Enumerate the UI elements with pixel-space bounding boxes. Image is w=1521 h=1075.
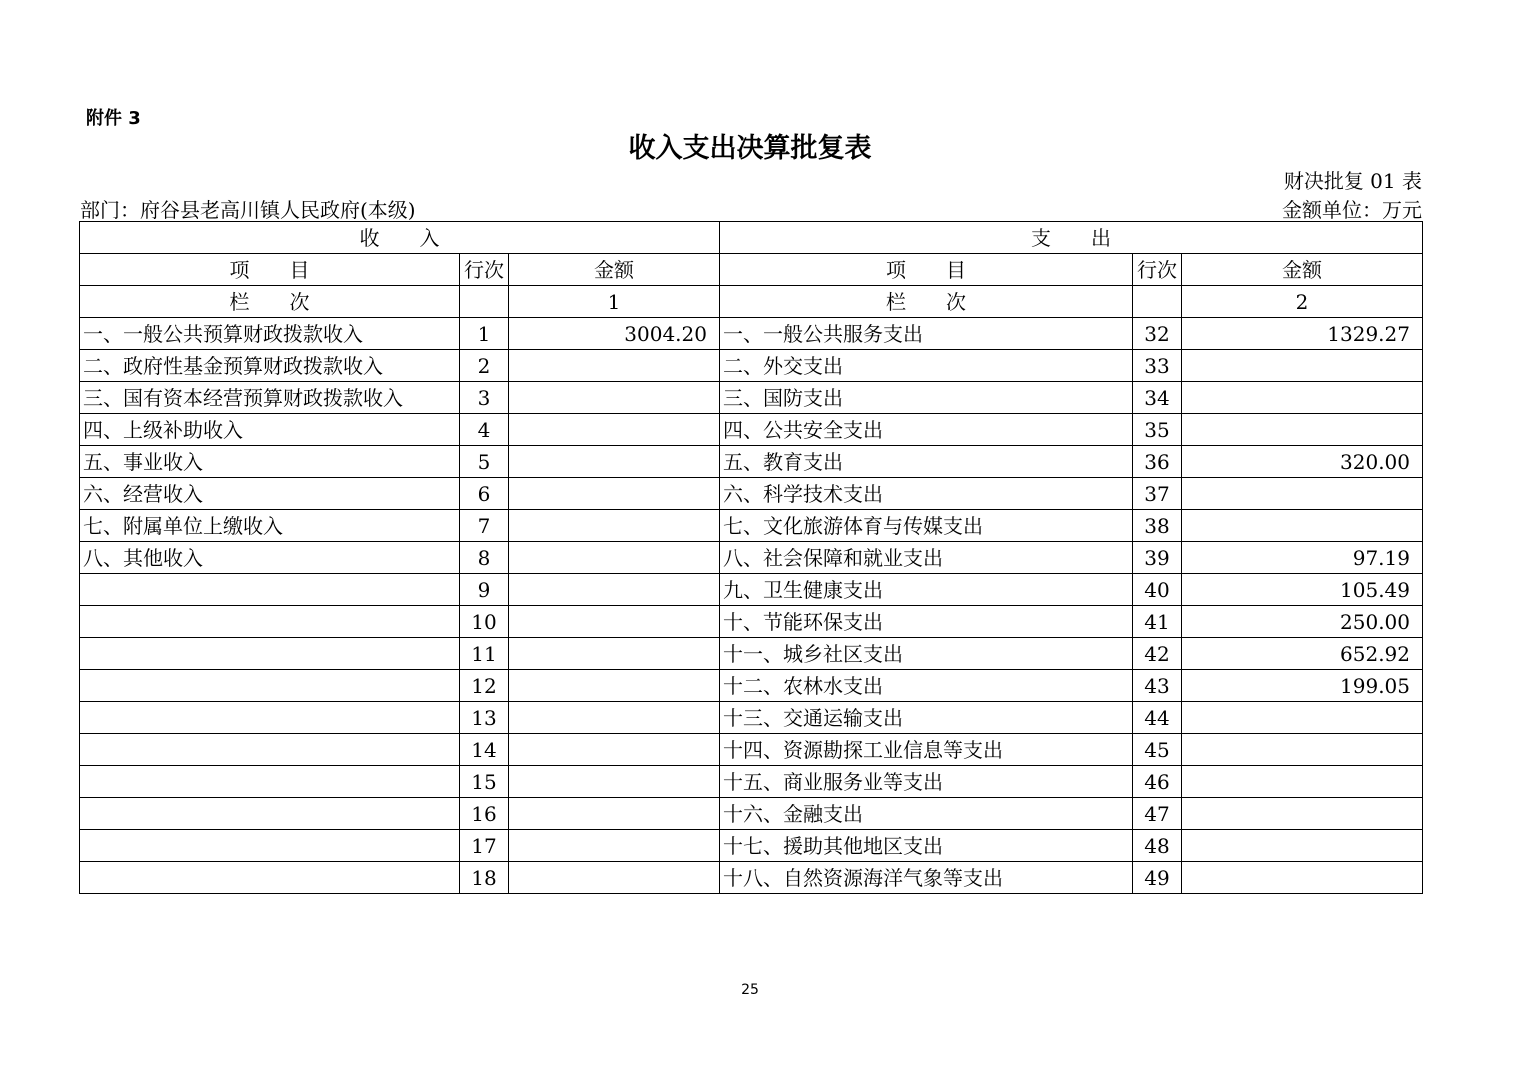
income-row-cell: 18 — [460, 862, 509, 894]
table-row — [80, 734, 1423, 766]
income-row-header: 行次 — [460, 254, 509, 286]
income-amount-cell — [509, 702, 720, 734]
income-row-cell: 2 — [460, 350, 509, 382]
table-row — [80, 350, 1423, 382]
income-row-cell: 3 — [460, 382, 509, 414]
income-item-cell — [80, 670, 460, 702]
expense-item-cell: 四、公共安全支出 — [720, 414, 1133, 446]
income-amount-cell — [509, 478, 720, 510]
expense-amount-cell — [1182, 830, 1423, 862]
income-item-cell — [80, 830, 460, 862]
expense-row-cell: 43 — [1133, 670, 1182, 702]
table-row — [80, 318, 1423, 350]
table-row — [80, 542, 1423, 574]
table-row — [80, 478, 1423, 510]
expense-seq-label: 栏 次 — [720, 286, 1133, 318]
expense-amount-cell: 1329.27 — [1182, 318, 1423, 350]
expense-amount-cell — [1182, 414, 1423, 446]
expense-row-cell: 33 — [1133, 350, 1182, 382]
table-row — [80, 798, 1423, 830]
expense-amount-cell — [1182, 350, 1423, 382]
section-header-row — [80, 222, 1423, 254]
expense-item-cell: 十三、交通运输支出 — [720, 702, 1133, 734]
income-item-cell: 四、上级补助收入 — [80, 414, 460, 446]
table-row — [80, 766, 1423, 798]
income-amount-cell — [509, 542, 720, 574]
income-row-cell: 9 — [460, 574, 509, 606]
expense-header: 支 出 — [720, 222, 1423, 254]
expense-item-cell: 二、外交支出 — [720, 350, 1133, 382]
expense-row-cell: 46 — [1133, 766, 1182, 798]
expense-item-cell: 三、国防支出 — [720, 382, 1133, 414]
table-row — [80, 830, 1423, 862]
table-row — [80, 510, 1423, 542]
attachment-label: 附件 3 — [86, 108, 141, 129]
expense-item-cell: 十、节能环保支出 — [720, 606, 1133, 638]
income-amount-cell — [509, 350, 720, 382]
income-seq-blank — [460, 286, 509, 318]
income-amount-cell — [509, 606, 720, 638]
expense-row-header: 行次 — [1133, 254, 1182, 286]
expense-item-cell: 十六、金融支出 — [720, 798, 1133, 830]
income-item-cell: 三、国有资本经营预算财政拨款收入 — [80, 382, 460, 414]
amount-unit-label: 金额单位：万元 — [1282, 198, 1422, 222]
table-row — [80, 382, 1423, 414]
income-item-cell — [80, 798, 460, 830]
expense-amount-cell: 250.00 — [1182, 606, 1423, 638]
expense-amount-cell: 97.19 — [1182, 542, 1423, 574]
expense-amount-cell — [1182, 478, 1423, 510]
income-item-cell: 一、一般公共预算财政拨款收入 — [80, 318, 460, 350]
expense-amount-cell — [1182, 734, 1423, 766]
income-item-cell — [80, 734, 460, 766]
income-row-cell: 14 — [460, 734, 509, 766]
expense-row-cell: 41 — [1133, 606, 1182, 638]
table-row — [80, 414, 1423, 446]
income-amount-cell — [509, 862, 720, 894]
expense-row-cell: 39 — [1133, 542, 1182, 574]
table-row — [80, 702, 1423, 734]
expense-row-cell: 49 — [1133, 862, 1182, 894]
expense-seq-blank — [1133, 286, 1182, 318]
income-amount-cell — [509, 830, 720, 862]
expense-item-cell: 十八、自然资源海洋气象等支出 — [720, 862, 1133, 894]
table-row — [80, 446, 1423, 478]
income-row-cell: 13 — [460, 702, 509, 734]
expense-amount-header: 金额 — [1182, 254, 1423, 286]
expense-item-cell: 九、卫生健康支出 — [720, 574, 1133, 606]
expense-item-cell: 十一、城乡社区支出 — [720, 638, 1133, 670]
income-amount-header: 金额 — [509, 254, 720, 286]
income-row-cell: 8 — [460, 542, 509, 574]
table-row — [80, 670, 1423, 702]
income-row-cell: 6 — [460, 478, 509, 510]
income-row-cell: 5 — [460, 446, 509, 478]
table-row — [80, 862, 1423, 894]
expense-item-cell: 六、科学技术支出 — [720, 478, 1133, 510]
income-row-cell: 12 — [460, 670, 509, 702]
income-item-cell — [80, 702, 460, 734]
expense-seq-number: 2 — [1182, 286, 1423, 318]
expense-item-cell: 八、社会保障和就业支出 — [720, 542, 1133, 574]
income-row-cell: 16 — [460, 798, 509, 830]
income-item-cell: 六、经营收入 — [80, 478, 460, 510]
expense-amount-cell — [1182, 382, 1423, 414]
income-row-cell: 7 — [460, 510, 509, 542]
income-row-cell: 15 — [460, 766, 509, 798]
income-row-cell: 4 — [460, 414, 509, 446]
budget-table — [79, 221, 1423, 894]
income-item-cell — [80, 638, 460, 670]
expense-row-cell: 36 — [1133, 446, 1182, 478]
column-header-row — [80, 254, 1423, 286]
expense-row-cell: 48 — [1133, 830, 1182, 862]
income-row-cell: 17 — [460, 830, 509, 862]
expense-item-cell: 十七、援助其他地区支出 — [720, 830, 1133, 862]
expense-row-cell: 45 — [1133, 734, 1182, 766]
income-row-cell: 11 — [460, 638, 509, 670]
expense-row-cell: 37 — [1133, 478, 1182, 510]
income-item-cell: 五、事业收入 — [80, 446, 460, 478]
income-item-cell — [80, 862, 460, 894]
income-amount-cell — [509, 766, 720, 798]
expense-row-cell: 47 — [1133, 798, 1182, 830]
expense-item-cell: 五、教育支出 — [720, 446, 1133, 478]
expense-amount-cell: 652.92 — [1182, 638, 1423, 670]
income-seq-label: 栏 次 — [80, 286, 460, 318]
income-item-cell: 二、政府性基金预算财政拨款收入 — [80, 350, 460, 382]
table-row — [80, 574, 1423, 606]
department-label: 部门：府谷县老高川镇人民政府(本级) — [80, 198, 416, 222]
expense-item-cell: 十五、商业服务业等支出 — [720, 766, 1133, 798]
expense-item-header: 项 目 — [720, 254, 1133, 286]
income-amount-cell — [509, 798, 720, 830]
expense-amount-cell — [1182, 766, 1423, 798]
income-amount-cell — [509, 574, 720, 606]
income-item-cell — [80, 606, 460, 638]
income-item-cell — [80, 574, 460, 606]
table-row — [80, 606, 1423, 638]
income-item-cell: 七、附属单位上缴收入 — [80, 510, 460, 542]
income-item-header: 项 目 — [80, 254, 460, 286]
expense-amount-cell: 320.00 — [1182, 446, 1423, 478]
income-amount-cell — [509, 414, 720, 446]
income-amount-cell — [509, 734, 720, 766]
expense-row-cell: 42 — [1133, 638, 1182, 670]
income-item-cell: 八、其他收入 — [80, 542, 460, 574]
income-header: 收 入 — [80, 222, 720, 254]
expense-amount-cell: 105.49 — [1182, 574, 1423, 606]
expense-row-cell: 32 — [1133, 318, 1182, 350]
income-row-cell: 1 — [460, 318, 509, 350]
income-amount-cell — [509, 670, 720, 702]
expense-item-cell: 一、一般公共服务支出 — [720, 318, 1133, 350]
expense-amount-cell — [1182, 702, 1423, 734]
form-code: 财决批复 01 表 — [1283, 169, 1422, 193]
page-number: 25 — [741, 982, 759, 998]
income-amount-cell: 3004.20 — [509, 318, 720, 350]
expense-row-cell: 44 — [1133, 702, 1182, 734]
expense-amount-cell — [1182, 510, 1423, 542]
income-amount-cell — [509, 510, 720, 542]
expense-amount-cell — [1182, 862, 1423, 894]
column-sequence-row — [80, 286, 1423, 318]
income-amount-cell — [509, 446, 720, 478]
table-row — [80, 638, 1423, 670]
expense-amount-cell — [1182, 798, 1423, 830]
expense-row-cell: 34 — [1133, 382, 1182, 414]
expense-item-cell: 十四、资源勘探工业信息等支出 — [720, 734, 1133, 766]
expense-item-cell: 十二、农林水支出 — [720, 670, 1133, 702]
income-item-cell — [80, 766, 460, 798]
income-amount-cell — [509, 382, 720, 414]
expense-row-cell: 38 — [1133, 510, 1182, 542]
expense-row-cell: 35 — [1133, 414, 1182, 446]
expense-row-cell: 40 — [1133, 574, 1182, 606]
expense-item-cell: 七、文化旅游体育与传媒支出 — [720, 510, 1133, 542]
income-amount-cell — [509, 638, 720, 670]
income-row-cell: 10 — [460, 606, 509, 638]
expense-amount-cell: 199.05 — [1182, 670, 1423, 702]
income-seq-number: 1 — [509, 286, 720, 318]
page-title: 收入支出决算批复表 — [628, 133, 872, 164]
